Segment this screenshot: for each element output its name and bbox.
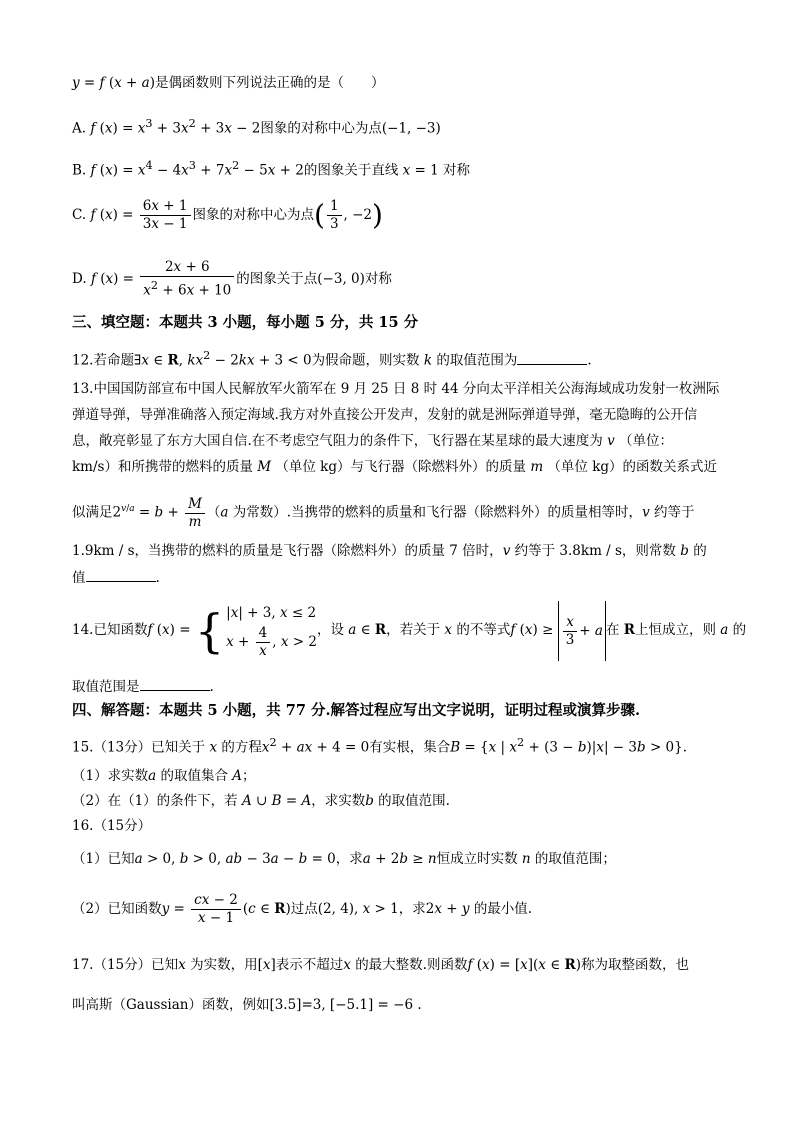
q16-p2-c: ，求	[398, 901, 426, 917]
option-b-label: B.	[72, 162, 87, 179]
option-c-label: C.	[72, 207, 87, 223]
q13-line-5-d: 约等于	[654, 504, 695, 521]
q14-answer-blank[interactable]	[140, 676, 210, 691]
q13-line-7: 值 .	[72, 567, 160, 588]
question-12: 12.若命题∃x ∈ R, $kx^2 - 2kx + 3 < 0$为假命题，则实数 k 的取值范围为 .	[72, 349, 592, 369]
option-a: A. f $(x) = x^3 + 3x^2 + 3x - 2$图象的对称中心为点(−1, −3)	[72, 117, 441, 137]
question-17: 17.（15分）已知x 为实数，用[x]表示不超过x 的最大整数.则函数f (x) = [x](x ∈ R)称为取整函数，也	[72, 957, 689, 973]
q17-text-d: 的最大整数.则函数	[355, 957, 468, 973]
q13-line-5: 似满足$2^{v/a} = b$ + $\frac{M}{m}$ （a 为常数）.当携带的燃料的质量和飞行器（除燃料外）的质量相等时，v 约等于	[72, 495, 695, 530]
option-d-end: 对称	[364, 270, 392, 287]
option-b-text: 的图象关于直线	[303, 162, 399, 179]
q15-text-a: 15.（13分）已知关于	[72, 739, 206, 756]
q13-answer-blank[interactable]	[86, 567, 156, 582]
q15-text-c: 有实根，集合	[369, 739, 451, 756]
option-d-text: 的图象关于点	[236, 270, 318, 287]
option-c: C. f (x) = $\frac{6x + 1}{3x - 1}$ 图象的对称中心为点( $\frac{1}{3}$ , −2)	[72, 198, 383, 232]
q14-text-e: 在	[605, 622, 620, 638]
q16-p2-b: 过点	[290, 901, 318, 917]
option-a-text: 图象的对称中心为点	[260, 120, 382, 137]
section-4-heading: 四、解答题：本题共 5 小题，共 77 分.解答过程应写出文字说明，证明过程或演算步骤.	[72, 702, 641, 719]
q17-text-c: 表示不超过	[275, 957, 344, 973]
q13-line-3-text: 息，敞亮彰显了东方大国自信.在不考虑空气阻力的条件下，飞行器在某星球的最大速度为	[72, 433, 603, 449]
q13-line-6-c: 的	[693, 543, 707, 559]
q13-line-7-text: 值	[72, 570, 86, 586]
q17-line-2: 叫高斯（Gaussian）函数，例如[3.5]=3, [−5.1] = −6 .	[72, 997, 422, 1013]
q14-text-c: ，若关于	[386, 622, 441, 638]
q16-fraction: $\frac{cx - 2}{x - 1}$	[191, 892, 241, 927]
q14-text-g: 的	[732, 622, 747, 638]
q14-abs: $\frac{x}{3}$ + a	[558, 601, 606, 661]
q13-line-5-b: （	[206, 504, 221, 521]
q13-line-6-b: 约等于 3.8km / s，则常数	[514, 543, 676, 559]
q14-brace: {	[194, 603, 225, 658]
q14-line-2: 取值范围是 .	[72, 676, 214, 697]
q17-text-e: 称为取整函数，也	[581, 957, 689, 973]
q13-formula-fraction: $\frac{M}{m}$	[185, 496, 205, 531]
q14-text-b: ，设	[316, 622, 344, 638]
option-d-label: D.	[72, 270, 87, 287]
q13-line-3: 息，敞亮彰显了东方大国自信.在不考虑空气阻力的条件下，飞行器在某星球的最大速度为 v （单位：	[72, 433, 674, 449]
option-b-end: 对称	[443, 162, 471, 179]
q16-part-2: （2）已知函数y = $\frac{cx - 2}{x - 1}$ (c ∈ R)过点(2, 4), x > 1，求2x + y 的最小值.	[72, 892, 533, 926]
q14-text-h: 取值范围是	[72, 679, 140, 695]
option-c-text: 图象的对称中心为点	[192, 207, 314, 223]
q15-p2-c: 的取值范围.	[378, 793, 450, 809]
q14-text-d: 的不等式	[456, 622, 511, 638]
question-14: 14.已知函数f (x) = { |x| + 3, x ≤ 2 x + $\frac{4}{x}$ , x > 2 ，设 a ∈ R，若关于 x 的不等式f (x) ≥ $\frac{x}{3}$ + a 在 R上恒成立，则 a 的	[72, 600, 746, 661]
q14-text-f: 上恒成立，则	[635, 622, 716, 638]
q14-text-a: 14.已知函数	[72, 622, 148, 638]
q13-line-4: km/s）和所携带的燃料的质量 M （单位 kg）与飞行器（除燃料外）的质量 m （单位 kg）的函数关系式近	[72, 459, 718, 475]
q13-line-5-a: 似满足	[72, 504, 113, 521]
intro-line: y = f (x + a)是偶函数则下列说法正确的是（ ）	[72, 75, 385, 91]
q15-p2-a: （2）在（1）的条件下，若	[72, 793, 238, 809]
q12-answer-blank[interactable]	[517, 350, 587, 365]
q16-p1-d: 的取值范围；	[534, 851, 616, 867]
q15-p2-b: ，求实数	[311, 793, 366, 809]
q13-line-6: 1.9km / s，当携带的燃料的质量是飞行器（除燃料外）的质量 7 倍时，v 约等于 3.8km / s，则常数 b 的	[72, 543, 707, 559]
q15-part-1: （1）求实数a 的取值集合 A；	[72, 768, 256, 784]
q16-p2-d: 的最小值.	[473, 901, 533, 917]
q17-text-a: 17.（15分）已知	[72, 957, 179, 973]
q13-line-3-unit: （单位：	[619, 433, 674, 449]
q13-line-4-b: （单位 kg）与飞行器（除燃料外）的质量	[275, 459, 527, 475]
q13-line-4-c: （单位 kg）的函数关系式近	[547, 459, 718, 475]
q13-line-4-a: km/s）和所携带的燃料的质量	[72, 459, 253, 475]
q13-line-6-a: 1.9km / s，当携带的燃料的质量是飞行器（除燃料外）的质量 7 倍时，	[72, 543, 503, 559]
q12-text-c: 的取值范围为	[436, 352, 518, 369]
option-b: B. f $(x) = x^4 - 4x^3 + 7x^2 - 5x + 2$的图象关于直线 x = 1 对称	[72, 159, 471, 179]
q16-p1-c: 恒成立时实数	[436, 851, 518, 867]
option-c-fraction: $\frac{6x + 1}{3x - 1}$	[140, 198, 191, 233]
q15-p1-a: （1）求实数	[72, 768, 149, 784]
option-a-label: A.	[72, 120, 87, 137]
q15-p1-b: 的取值集合	[160, 768, 228, 784]
q12-text-b: 为假命题，则实数	[311, 352, 420, 369]
q15-text-b: 的方程	[221, 739, 262, 756]
q16-p1-a: （1）已知	[72, 851, 135, 867]
q16-part-1: （1）已知a > 0, b > 0, ab − 3a − b = 0，求a + 2b ≥ n恒成立时实数 n 的取值范围；	[72, 851, 616, 867]
section-3-heading: 三、填空题：本题共 3 小题，每小题 5 分，共 15 分	[72, 314, 419, 331]
q14-cases: |x| + 3, x ≤ 2 x + $\frac{4}{x}$ , x > 2	[226, 605, 317, 659]
q16-p2-a: （2）已知函数	[72, 901, 162, 917]
option-d: D. f (x) = $\frac{2x + 6}{x^2 + 6x + 10}$ 的图象关于点(−3, 0)对称	[72, 259, 392, 299]
q13-line-5-c: 为常数）.当携带的燃料的质量和飞行器（除燃料外）的质量相等时，	[232, 504, 643, 521]
q13-line-2: 弹道导弹，导弹准确落入预定海域.我方对外直接公开发声，发射的就是洲际弹道导弹，毫无隐晦的公开信	[72, 407, 698, 423]
q13-line-1: 13.中国国防部宣布中国人民解放军火箭军在 9 月 25 日 8 时 44 分向太平洋相关公海海域成功发射一枚洲际	[72, 381, 720, 397]
q12-text-a: 12.若命题	[72, 352, 134, 369]
option-d-fraction: $\frac{2x + 6}{x^2 + 6x + 10}$	[140, 259, 234, 300]
q16-p1-b: ，求	[335, 851, 363, 867]
q17-line-2-text: 叫高斯（Gaussian）函数，例如[3.5]=3,	[72, 997, 326, 1013]
q15-part-2: （2）在（1）的条件下，若 A ∪ B = A，求实数b 的取值范围.	[72, 793, 450, 809]
question-15: 15.（13分）已知关于 x 的方程$x^2$ + ax + 4 = 0有实根，集合B = {x | $x^2 + (3 - b)|x| - 3b > 0$}.	[72, 736, 688, 756]
q16-heading: 16.（15分）	[72, 818, 152, 834]
intro-text: 是偶函数则下列说法正确的是（ ）	[154, 75, 385, 91]
q17-text-b: 为实数，用	[190, 957, 258, 973]
